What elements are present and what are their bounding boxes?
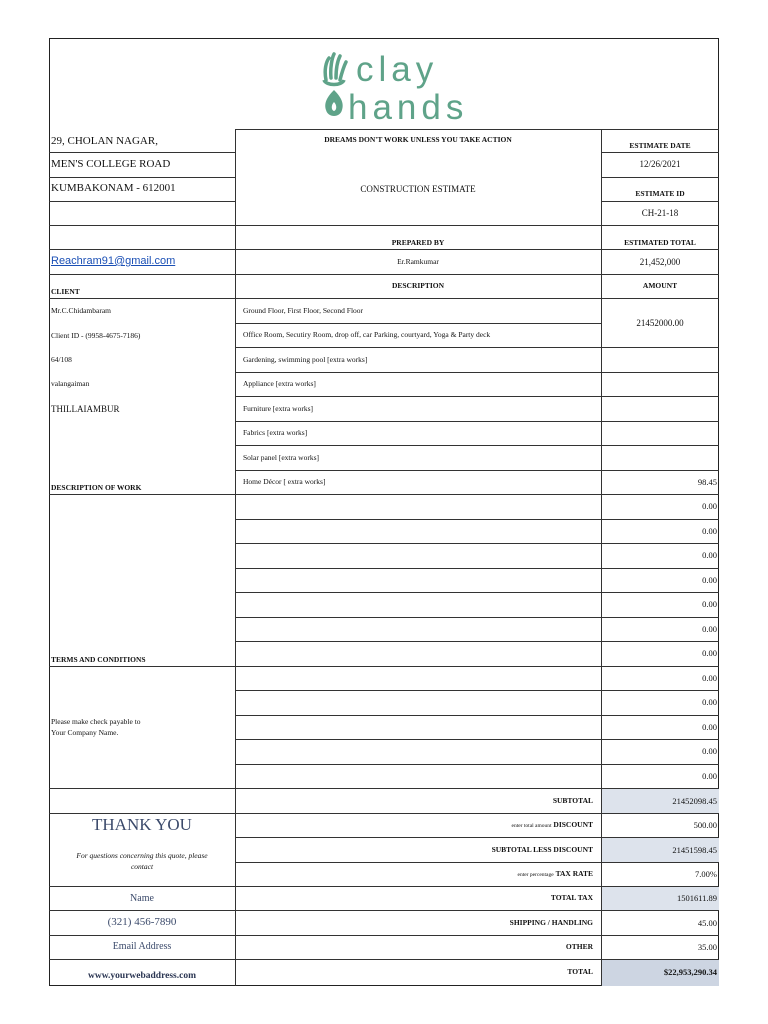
discount-label: DISCOUNT — [553, 820, 593, 829]
total-tax-value: 1501611.89 — [676, 893, 717, 903]
client-address-2: valangaiman — [51, 379, 90, 388]
thank-you: THANK YOU — [92, 815, 192, 834]
subtotal-value: 21452098.45 — [672, 796, 717, 806]
item-description: Office Room, Secutiry Room, drop off, car Parking, courtyard, Yoga & Party deck — [243, 330, 491, 339]
subtotal-label: SUBTOTAL — [552, 796, 593, 805]
amount-label: AMOUNT — [642, 281, 678, 290]
prepared-by: Er.Ramkumar — [397, 257, 439, 266]
estimate-date-label: ESTIMATE DATE — [629, 141, 691, 150]
client-address-1: 64/108 — [51, 355, 72, 364]
main-amount: 21452000.00 — [636, 318, 684, 328]
terms-label: TERMS AND CONDITIONS — [51, 655, 146, 664]
client-address-3: THILLAIAMBUR — [51, 404, 120, 414]
description-of-work-label: DESCRIPTION OF WORK — [51, 483, 142, 492]
item-description: Ground Floor, First Floor, Second Floor — [243, 306, 364, 315]
total-tax-label: TOTAL TAX — [550, 893, 593, 902]
line-amount: 0.00 — [702, 550, 717, 560]
line-amount: 98.45 — [697, 477, 717, 487]
hand-icon — [320, 50, 348, 120]
questions-text-2: contact — [130, 862, 154, 871]
line-amount: 0.00 — [702, 722, 717, 732]
discount-hint: enter total amount — [511, 823, 552, 829]
company-logo — [318, 46, 508, 132]
item-description: Appliance [extra works] — [243, 379, 316, 388]
contact-email: Email Address — [112, 941, 172, 952]
contact-phone: (321) 456-7890 — [107, 916, 177, 928]
item-description: Solar panel [extra works] — [243, 453, 320, 462]
logo-word-hands: hands — [348, 88, 469, 127]
website[interactable]: www.yourwebaddress.com — [87, 971, 197, 981]
prepared-by-label: PREPARED BY — [391, 238, 445, 247]
terms-text-2: Your Company Name. — [51, 728, 119, 737]
line-amount: 0.00 — [702, 648, 717, 658]
shipping-label: SHIPPING / HANDLING — [509, 918, 593, 927]
tax-hint: enter percentage — [517, 872, 554, 878]
line-amount: 0.00 — [702, 575, 717, 585]
line-amount: 0.00 — [702, 599, 717, 609]
line-amount: 0.00 — [702, 673, 717, 683]
other-value[interactable]: 35.00 — [697, 942, 717, 952]
item-description: Home Décor [ extra works] — [243, 477, 326, 486]
total-value: $22,953,290.34 — [663, 967, 717, 977]
line-amount: 0.00 — [702, 501, 717, 511]
estimated-total-label: ESTIMATED TOTAL — [624, 238, 696, 247]
other-label: OTHER — [565, 942, 593, 951]
document-title: CONSTRUCTION ESTIMATE — [360, 184, 476, 194]
contact-name: Name — [130, 893, 154, 904]
line-amount: 0.00 — [702, 697, 717, 707]
line-amount: 0.00 — [702, 624, 717, 634]
line-amount: 0.00 — [702, 771, 717, 781]
line-amount: 0.00 — [702, 746, 717, 756]
address-line-3: KUMBAKONAM - 612001 — [51, 182, 176, 194]
line-amount: 0.00 — [702, 526, 717, 536]
client-name: Mr.C.Chidambaram — [51, 306, 111, 315]
client-label: CLIENT — [51, 287, 80, 296]
discount-value[interactable]: 500.00 — [693, 820, 717, 830]
total-label: TOTAL — [567, 967, 593, 976]
estimate-id: CH-21-18 — [641, 208, 679, 218]
tax-rate-label: TAX RATE — [555, 869, 593, 878]
estimated-total: 21,452,000 — [639, 257, 681, 267]
terms-text-1: Please make check payable to — [51, 717, 141, 726]
address-line-1: 29, CHOLAN NAGAR, — [51, 135, 158, 147]
estimate-id-label: ESTIMATE ID — [635, 189, 685, 198]
estimate-date: 12/26/2021 — [639, 159, 681, 169]
description-label: DESCRIPTION — [391, 281, 445, 290]
logo-word-clay: clay — [356, 50, 439, 89]
email-link[interactable] — [51, 255, 175, 267]
tagline: DREAMS DON'T WORK UNLESS YOU TAKE ACTION — [324, 135, 512, 144]
shipping-value[interactable]: 45.00 — [697, 918, 717, 928]
subtotal-less-discount-label: SUBTOTAL LESS DISCOUNT — [491, 845, 593, 854]
email-link-text[interactable]: Reachram91@gmail.com — [51, 255, 176, 267]
subtotal-less-discount-value: 21451598.45 — [672, 845, 717, 855]
address-line-2: MEN'S COLLEGE ROAD — [51, 158, 171, 170]
questions-text-1: For questions concerning this quote, please — [76, 851, 208, 860]
item-description: Gardening, swimming pool [extra works] — [243, 355, 368, 364]
tax-rate-value[interactable]: 7.00% — [695, 869, 717, 879]
item-description: Furniture [extra works] — [243, 404, 313, 413]
client-id: Client ID - (9958-4675-7186) — [51, 331, 141, 340]
item-description: Fabrics [extra works] — [243, 428, 308, 437]
